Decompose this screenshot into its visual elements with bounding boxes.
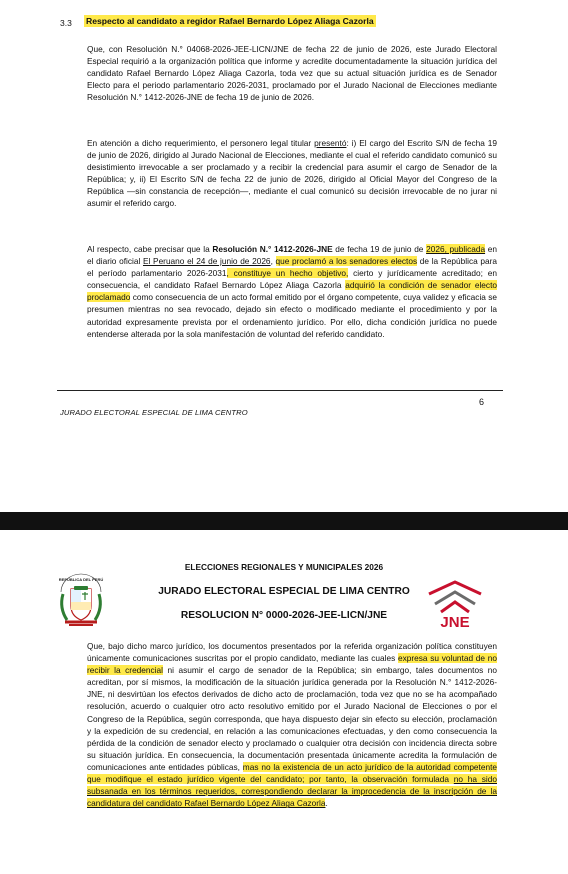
header-election: ELECCIONES REGIONALES Y MUNICIPALES 2026 bbox=[184, 562, 384, 572]
logo-left-caption: REPÚBLICA DEL PERÚ bbox=[58, 577, 104, 582]
page-footer: JURADO ELECTORAL ESPECIAL DE LIMA CENTRO bbox=[60, 408, 248, 417]
footer-rule bbox=[57, 390, 503, 391]
document-page-resolution bbox=[0, 530, 568, 874]
paragraph-response: En atención a dicho requerimiento, el personero legal titular presentó: i) El cargo del Escrito S/N de fecha 19 de junio de 2026, dirigido al Jurado Nacional de Elecciones, mediante el cual el referido candidato comunicó su desistimiento irrevocable a ser proclamado y a recibir la credencial para asumir el cargo de Senador de la República; y, ii) El Escrito S/N de fecha 22 de junio de 2026, dirigido al Oficial Mayor del Congreso de la República —sin constancia de recepción—, mediante el cual comunicó su decisión irrevocable de no jurar ni asumir el referido cargo. bbox=[87, 138, 497, 209]
section-title: Respecto al candidato a regidor Rafael Bernardo López Aliaga Cazorla bbox=[86, 16, 374, 26]
section-number: 3.3 bbox=[60, 18, 72, 28]
page-number: 6 bbox=[479, 397, 485, 407]
header-jury: JURADO ELECTORAL ESPECIAL DE LIMA CENTRO bbox=[158, 586, 410, 597]
paragraph-resolution-body: Que, bajo dicho marco jurídico, los documentos presentados por la referida organización política constituyen únicamente comunicaciones suscritas por el propio candidato, mediante las cuales expresa su voluntad de no recibir la credencial ni asumir el cargo de senador de la República; sin embargo, tales documentos no acreditan, por sí mismos, la modificación de la situación jurídica generada por la Resolución N.° 1412-2026-JNE, ni desvirtúan los efectos derivados de dicho acto de proclamación, toda vez que no se ha acompañado resolución, acuerdo o cualquier otro acto resolutivo emitido por el Jurado Nacional de Elecciones o por el Congreso de la República, según corresponda, que haya dispuesto dejar sin efecto su elección, proclamación y la expedición de su credencial, en relación a las comunicaciones efectuadas, y den como consecuencia la pérdida de la condición de senador electo y proclamado o cualquier otra decisión con incidencia directa sobre su situación jurídica. En consecuencia, la documentación presentada únicamente acredita la formulación de comunicaciones ante entidades públicas, mas no la existencia de un acto jurídico de la autoridad competente que modifique el estado jurídico vigente del candidato; por tanto, la observación formulada no ha sido subsanada en los términos requeridos, correspondiendo declarar la improcedencia de la inscripción de la candidatura del candidato Rafael Bernardo López Aliaga Cazorla. bbox=[87, 641, 498, 809]
jne-logo-icon bbox=[425, 580, 485, 632]
header-resolution-number: RESOLUCION N° 0000-2026-JEE-LICN/JNE bbox=[180, 610, 388, 621]
peru-coat-of-arms-icon bbox=[55, 572, 107, 630]
paragraph-requirement: Que, con Resolución N.° 04068-2026-JEE-LICN/JNE de fecha 22 de junio de 2026, este Jurado Electoral Especial requirió a la organización política que informe y acredite documentadamente la situación jurídica del candidato Rafael Bernardo López Aliaga Cazorla, toda vez que su actual situación jurídica es de Senador Electo para el periodo parlamentario 2026-2031, proclamado por el Jurado Nacional de Elecciones mediante Resolución N.° 1412-2026-JNE de fecha 19 de junio de 2026. bbox=[87, 44, 497, 103]
paragraph-analysis: Al respecto, cabe precisar que la Resolución N.° 1412-2026-JNE de fecha 19 de junio de 2026, publicada en el diario oficial El Peruano el 24 de junio de 2026, que proclamó a los senadores electos de la República para el período parlamentario 2026-2031, constituye un hecho objetivo, cierto y jurídicamente acreditado; en consecuencia, el candidato Rafael Bernardo López Aliaga Cazorla adquirió la condición de senador electo proclamado como consecuencia de un acto formal emitido por el órgano competente, cuya validez y eficacia se presumen mientras no sea revocado, dejado sin efecto o modificado mediante el procedimiento y por la autoridad expresamente prevista por el ordenamiento jurídico. Por ello, dicha condición jurídica no puede entenderse alterada por la sola manifestación de voluntad del referido candidato. bbox=[87, 244, 497, 339]
jne-logo-text: JNE bbox=[440, 614, 470, 631]
page-divider bbox=[0, 512, 568, 530]
